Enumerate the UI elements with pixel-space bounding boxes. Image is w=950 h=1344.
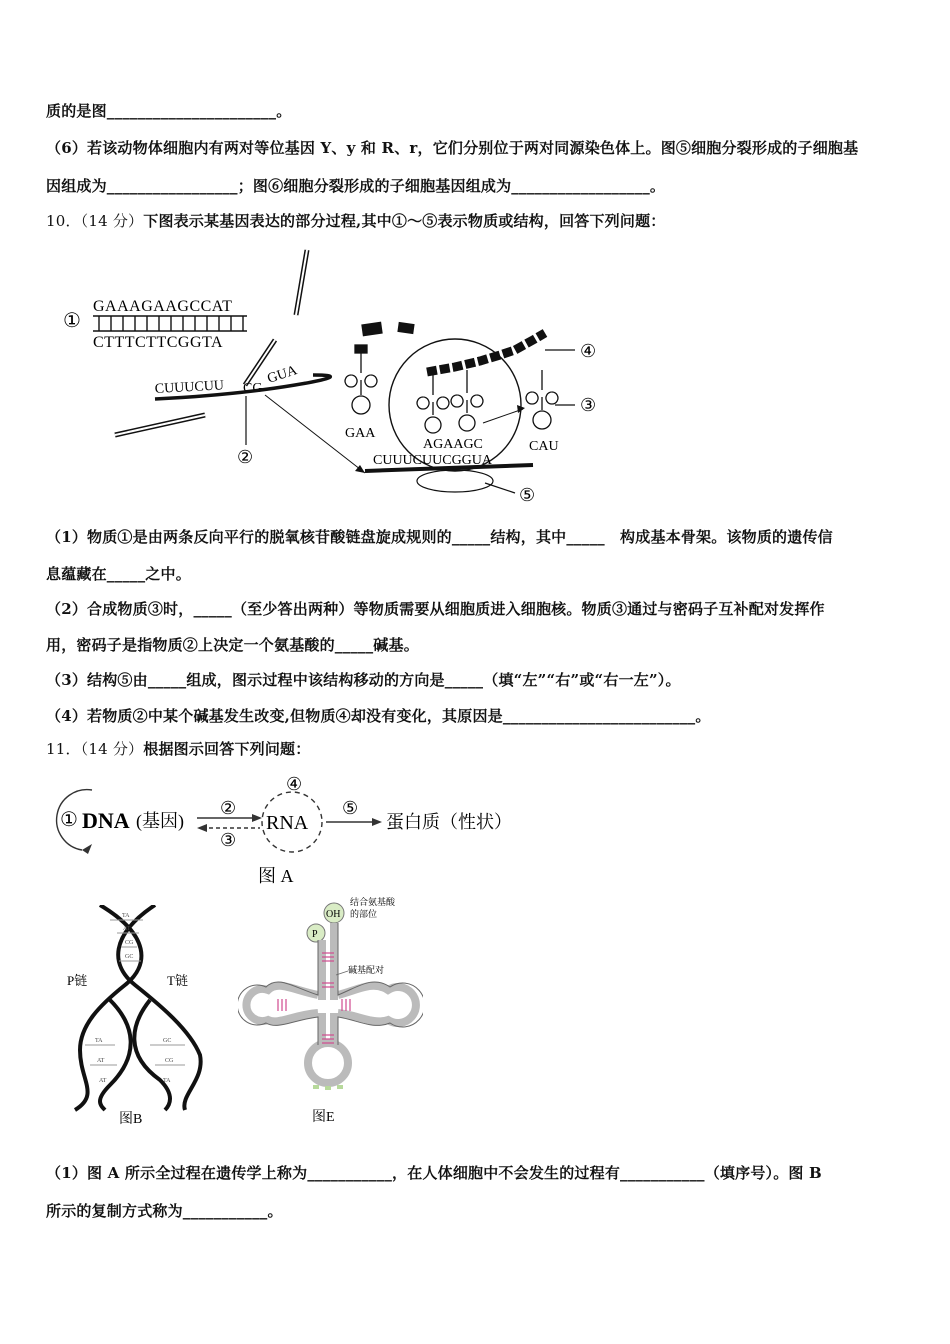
text-line: 因组成为_________________；图⑥细胞分裂形成的子细胞基因组成为__________________。	[46, 177, 666, 195]
dna-base-pairs	[93, 316, 247, 331]
base-pair: TA	[95, 1038, 103, 1044]
p-label: P	[312, 929, 318, 940]
text-line: 息蕴藏在_____之中。	[46, 565, 191, 583]
question-number: 10．（14 分）	[46, 212, 144, 230]
text-line: （4）若物质②中某个碱基发生改变,但物质④却没有变化，其原因是_________________________。	[46, 707, 711, 725]
anticodon-left: GAA	[345, 426, 376, 441]
oh-label: OH	[326, 909, 341, 920]
text-line: （2）合成物质③时，_____（至少答出两种）等物质需要从细胞质进入细胞核。物质③通过与密码子互补配对发挥作	[46, 600, 825, 618]
trna-left	[345, 345, 377, 414]
mrna-cg: CG	[243, 381, 263, 396]
fige-caption: 图E	[312, 1110, 335, 1125]
question-11-header	[46, 738, 310, 759]
text-line: （6）若该动物体细胞内有两对等位基因 Y、y 和 R、r，它们分别位于两对同源染色体上。图⑤细胞分裂形成的子细胞基	[46, 139, 859, 157]
mrna-bottom: CUUUCUUCGGUA	[373, 453, 493, 468]
figa-label-5: ⑤	[342, 798, 359, 818]
text-line: （1）物质①是由两条反向平行的脱氧核苷酸链盘旋成规则的_____结构，其中_____ 构成基本骨架。该物质的遗传信	[46, 528, 833, 546]
figure-b-dna-replication	[55, 905, 225, 1130]
dna-bottom-strand: CTTTCTTCGGTA	[93, 334, 224, 351]
figure-a-central-dogma	[52, 770, 552, 890]
text-line: （1）图 A 所示全过程在遗传学上称为___________，在人体细胞中不会发生的过程有___________（填序号）。图 B	[46, 1164, 822, 1182]
label-2: ②	[237, 447, 254, 467]
figure-e-trna	[238, 895, 423, 1130]
question-text: 下图表示某基因表达的部分过程,其中①～⑤表示物质或结构，回答下列问题：	[143, 212, 666, 230]
base-pair: AT	[99, 1078, 107, 1084]
base-pair: CG	[165, 1058, 174, 1064]
figa-gene: (基因)	[136, 811, 184, 831]
anticodon-right: CAU	[529, 439, 559, 454]
question-text: 根据图示回答下列问题：	[143, 740, 311, 758]
base-pair: GC	[125, 954, 134, 960]
trna-right	[526, 370, 558, 429]
gene-expression-figure	[55, 245, 615, 515]
figb-caption: 图B	[119, 1112, 143, 1127]
base-pair: AT	[97, 1058, 105, 1064]
dna-top-strand: GAAAGAAGCCAT	[93, 298, 233, 315]
figa-protein: 蛋白质（性状）	[386, 812, 512, 832]
question-number: 11．（14 分）	[46, 740, 144, 758]
aa-site-label: 结合氨基酸	[350, 897, 396, 907]
figa-rna: RNA	[266, 812, 309, 834]
mrna-left: CUUUCUU	[154, 378, 225, 397]
pairing-label: 碱基配对	[348, 965, 385, 975]
label-5: ⑤	[519, 485, 536, 505]
anticodon-center: AGAAGC	[423, 437, 483, 452]
figa-label-4: ④	[286, 774, 303, 794]
base-pair: TA	[122, 913, 130, 919]
text-line: 质的是图______________________。	[46, 102, 292, 120]
aa-site-label-2: 的部位	[350, 909, 378, 919]
base-pair: TA	[163, 1078, 171, 1084]
label-4: ④	[580, 341, 597, 361]
base-pair: AT	[123, 926, 131, 932]
figa-dna: DNA	[82, 808, 130, 833]
p-chain-label: P链	[67, 973, 88, 988]
question-10-header	[46, 210, 665, 231]
text-line: 用，密码子是指物质②上决定一个氨基酸的_____碱基。	[46, 636, 419, 654]
base-pair: CG	[125, 940, 134, 946]
text-line: 所示的复制方式称为___________。	[46, 1202, 283, 1220]
base-pair: GC	[163, 1038, 172, 1044]
mrna-gua: GUA	[265, 363, 300, 387]
label-3: ③	[580, 395, 597, 415]
trna-center	[417, 370, 483, 433]
figa-label-3: ③	[220, 830, 237, 850]
figa-label-1: ①	[60, 809, 78, 831]
figa-caption: 图 A	[258, 866, 294, 886]
t-chain-label: T链	[167, 973, 188, 988]
text-line: （3）结构⑤由_____组成，图示过程中该结构移动的方向是_____（填“左”“右”或“右一左”）。	[46, 671, 681, 689]
figa-label-2: ②	[220, 798, 237, 818]
label-1: ①	[63, 310, 81, 332]
